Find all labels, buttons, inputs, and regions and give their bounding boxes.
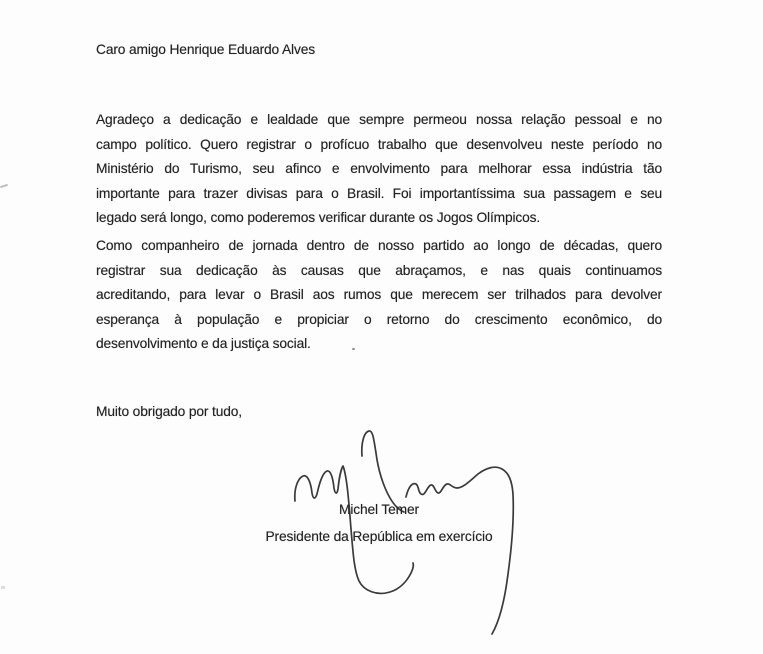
text-line: Agradeço a dedicação e lealdade que sempre permeou nossa relação pessoal e no bbox=[96, 112, 662, 127]
text-line: campo político. Quero registrar o profícuo trabalho que desenvolveu neste período no bbox=[96, 136, 662, 152]
salutation: Caro amigo Henrique Eduardo Alves bbox=[96, 42, 315, 57]
text-line: desenvolvimento e da justiça social. bbox=[96, 336, 311, 351]
paragraph-2 bbox=[96, 234, 662, 357]
paragraph-1 bbox=[96, 108, 662, 231]
scan-artifact-dot bbox=[352, 348, 355, 350]
closing-line: Muito obrigado por tudo, bbox=[96, 404, 242, 419]
signature-name: Michel Temer bbox=[339, 502, 419, 517]
text-line: esperança à população e propiciar o retorno do crescimento econômico, do bbox=[96, 311, 662, 327]
signature-title: Presidente da República em exercício bbox=[265, 529, 493, 544]
text-line: registrar sua dedicação às causas que abraçamos, e nas quais continuamos bbox=[96, 262, 662, 278]
text-line: Como companheiro de jornada dentro de nosso partido ao longo de décadas, quero bbox=[96, 238, 662, 253]
scan-artifact-mark bbox=[1, 586, 5, 589]
text-line: legado será longo, como poderemos verificar durante os Jogos Olímpicos. bbox=[96, 210, 541, 225]
text-line: acreditando, para levar o Brasil aos rumos que merecem ser trilhados para devolver bbox=[96, 287, 662, 302]
text-line: importante para trazer divisas para o Brasil. Foi importantíssima sua passagem e seu bbox=[96, 185, 662, 201]
scan-artifact-mark bbox=[0, 184, 8, 188]
text-line: Ministério do Turismo, seu afinco e envolvimento para melhorar essa indústria tão bbox=[96, 161, 662, 176]
